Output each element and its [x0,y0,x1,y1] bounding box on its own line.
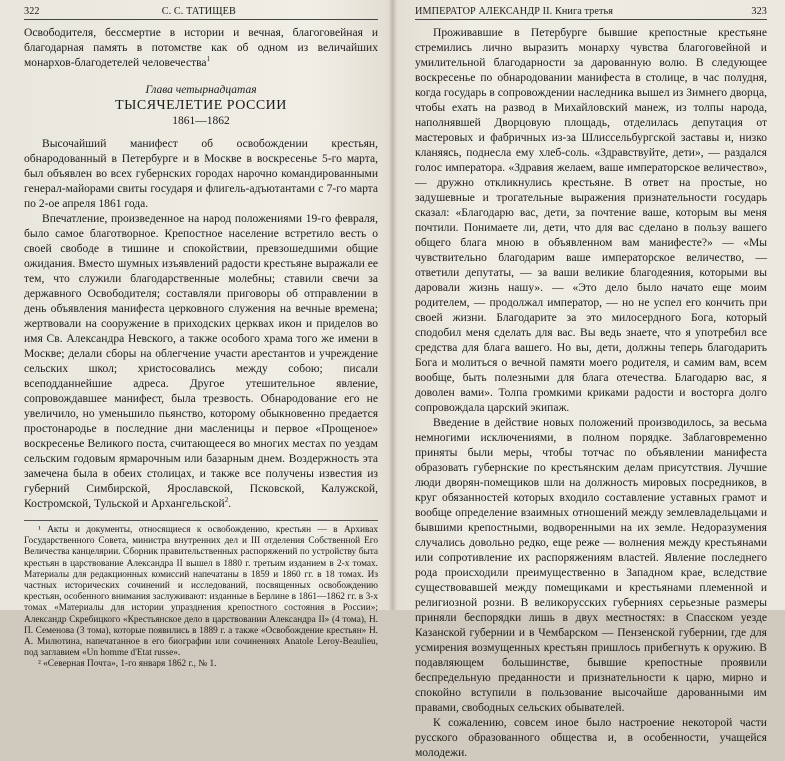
left-body [24,26,378,512]
footnote-2: ² «Северная Почта», 1-го января 1862 г., № 1. [38,659,217,670]
note-ref-2: 2 [224,496,229,505]
right-paragraph-2: Введение в действие новых положений производилось, за весьма немногими исключениями, в полном порядке. Заблаговременно приняты были меры, чтобы тотчас по объявлении манифеста образовать губернские по крестьянским делам присутствия. Лучшие люди дворян-помещиков шли на должность мировых посредников, в круг обязанностей которых входило составление уставных грамот и вообще определение взаимных отношений между землевладельцами и бывшими крепостными, водворенными на их земле. Недоразумения случались довольно редко, еще реже — волнения между крестьянами или сопротивление их распоряжениям властей. Явление последнего рода происходили преимущественно в Западном крае, вследствие существовавшей между помещиками и крестьянами племенной и религиозной розни. В великорусских губерниях серьезные размеры приняли беспорядки лишь в двух местностях: в Спасском уезде Казанской губернии и в Чембарском — Пензенской губернии, где для усмирения возмущенных крестьян пришлось прибегнуть к оружию. В подавляющем большинстве, бывшие крепостные проявили беспредельную преданности и признательности к царю, мирно и спокойно вступили в пользование высочайше дарованными им правами, свободных сельских обывателей. [415,417,767,714]
chapter-title: ТЫСЯЧЕЛЕТИЕ РОССИИ [115,98,287,113]
running-head-right [415,6,767,20]
right-paragraph-3: К сожалению, совсем иное было настроение некоторой части русского образованного общества и, в особенности, учащейся молодежи. [415,717,767,759]
left-page [0,0,392,670]
left-paragraph-2: Впечатление, произведенное на народ положениями 19-го февраля, было самое благотворное. Крепостное население встретило весть о своей свободе в тишине и спокойствии, превзошедшими общие ожидания. Вместо шумных изъявлений радости крестьяне выражали ее тем, что служили благодарственные молебны; ставили свечи за державного Освободителя; составляли приговоры об отправлении в день объявления манифеста церковного служения на вечные времена; жертвовали на сооружение в приходских церквах икон и приделов во имя Св. Александра Невского, а также особого храма того же имени в Москве; делали сборы на облегчение участи арестантов и учреждение сельских школ; христосовались между собою; писали всеподданнейшие адреса. Другое утешительное явление, сопровождавшее манифест, была трезвость. Обнародование его не увеличило, но уменьшило пьянство, которому обыкновенно предается простонародье в последние дни масленицы и первое «Прощеное» воскресенье Великого поста, считающееся во многих местах по уездам сельским годовым ярмарочным или базарным днем. Воздержность эта замечена была в обеих столицах, и также все получены известия из губерний Симбирской, Ярославской, Псковской, Калужской, Костромской, Тульской и Архангельской$^2$. [24,213,378,510]
running-title-right: ИМПЕРАТОР АЛЕКСАНДР II. Книга третья [415,6,614,17]
intro-paragraph: Освободителя, бессмертие в истории и вечная, благоговейная и благодарная память в потомстве как об одном из величайших монархов-благодетелей человечества$^1$ [24,27,378,69]
right-body [415,26,767,761]
left-paragraph-1: Высочайший манифест об освобождении крестьян, обнародованный в Петербурге и в Москве в воскресенье 5-го марта, был объявлен во всех губернских городах нарочно командированными генерал-майорами свиты государя и флигель-адъютантами с 7-го марта по 2-ое апреля 1861 года. [24,138,378,210]
page-number-right: 323 [751,6,767,17]
chapter-heading [24,83,378,129]
chapter-label: Глава четырнадцатая [145,84,257,96]
running-title-left: С. С. ТАТИЩЕВ [161,6,236,17]
running-head-left [24,6,378,20]
footnotes [24,520,378,671]
footnote-1: ¹ Акты и документы, относящиеся к освобождению, крестьян — в Архивах Государственного Совета, министра внутренних дел и III отделения Собственной Его Величества канцелярии. Сборник правительственных распоряжений по устройству быта крестьян в царствование Александра II вышел в 1880 г. третьим изданием в 2-х томах. Материалы для редакционных комиссий напечатаны в 1859 и 1860 гг. в 18 томах. Из частных исторических сочинений и исследований, посвященных освобождению крестьян, особенного внимания заслуживают: изданные в Берлине в 1861—1862 гг. в 3-х томах «Материалы для истории упразднения крепостного состояния в России»; Александр Скребицкого «Крестьянское дело в царствовании Александра II» (4 тома), Н. П. Семенова (3 тома), которые появились в 1889 г. а также «Освобождение крестьян» Н. А. Милютина, напечатанное в его биографии или сочинениях Anatole Leroy-Beaulieu, под заглавием «Un homme d'Etat russe». [24,525,378,659]
right-page [393,0,785,759]
right-paragraph-1: Проживавшие в Петербурге бывшие крепостные крестьяне стремились лично выразить монарху чувства благоговейной и умилительной благодарности за дарованную волю. В следующее воскресенье по обнародовании манифеста в столице, в час полудня, когда государь в сопровождении наследника вышел из Зимнего дворца, чтобы ехать на развод в Михайловский манеж, из толпы народа, наполнявшей Дворцовую площадь, отделилась депутация от мастеровых и фабричных из-за Шлиссельбургской заставы и, низко кланяясь, поднесла ему хлеб-соль. «Здравствуйте, дети», — раздался голос императора. «Здравия желаем, ваше императорское величество», — дружно откликнулись крестьяне. В ответ на простые, но задушевные и трогательные выражения признательности государь сказал: «Благодарю вас, дети, за почтение ваше, которым вы меня почтили. Понимаете ли, дети, что для вас сделано в пользу вашего общего блага мною в объявленном вам манифесте?» — «Мы чувствительно благодарим ваше императорское величество, — ответили депутаты, — за ваши великие благодеяния, которыми вы даровали жизнь нашу». — «Это дело было начато еще моим родителем, — продолжал император, — но не успел его кончить при своей жизни. Благодарите за это милосердного Бога, который сподобил меня сделать для вас. Вы ведь знаете, что я употребил все средства для блага вашего. Но вы, дети, должны теперь благодарить Бога и молиться о вечной памяти моего родителя, и самим вам, всем вообще, быть полезными для блага отечества. Благодарю вас, я доволен вами». Толпа громкими криками радости и восторга долго сопровождала царский экипаж. [415,27,767,414]
note-ref-1: 1 [206,55,211,64]
page-number-left: 322 [24,6,40,17]
chapter-years: 1861—1862 [172,115,230,127]
